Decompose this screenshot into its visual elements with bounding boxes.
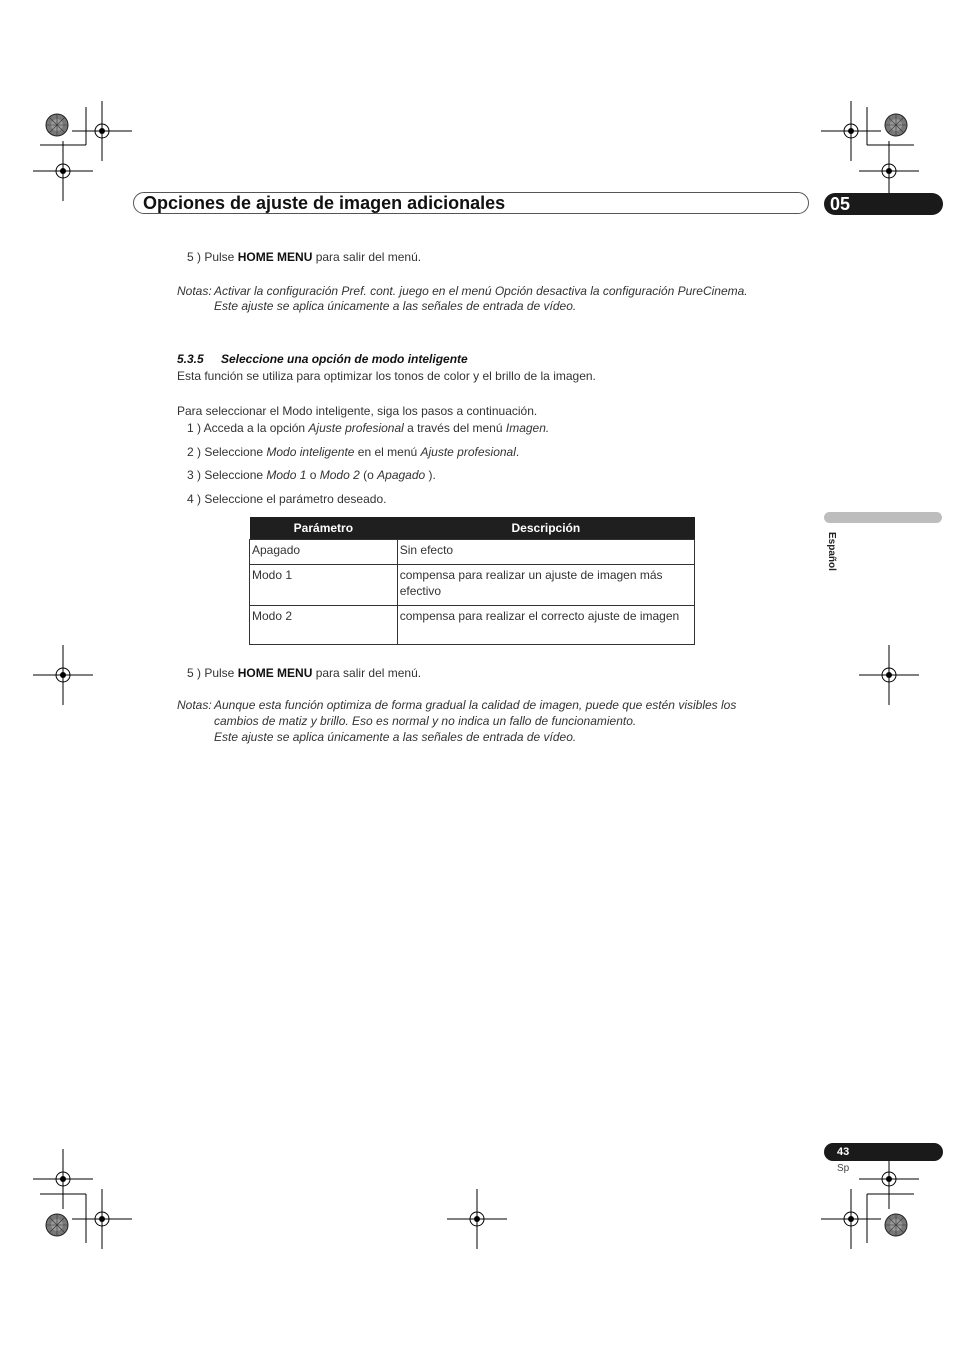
registration-crosshair-icon (859, 645, 919, 705)
column-header-parameter: Parámetro (250, 517, 398, 540)
option-value: Modo 1 (266, 468, 307, 482)
notes-bottom-label: Notas: (177, 698, 212, 712)
notes-bottom-line-3: Este ajuste se aplica únicamente a las señales de entrada de vídeo. (214, 730, 577, 744)
registration-crosshair-icon (859, 141, 919, 201)
notes-top-line-1: Activar la configuración Pref. cont. juego en el menú Opción desactiva la configuración PureCinema. (214, 284, 748, 298)
step-text: (o (359, 468, 378, 482)
section-lead: Para seleccionar el Modo inteligente, siga los pasos a continuación. (177, 404, 538, 418)
notes-top-line-2: Este ajuste se aplica únicamente a las señales de entrada de vídeo. (214, 299, 577, 313)
registration-crosshair-icon (821, 101, 881, 161)
step-text: a través del menú (403, 421, 506, 435)
section-number: 5.3.5 (177, 352, 204, 366)
table-cell-parameter: Apagado (250, 540, 398, 565)
step-text: o (306, 468, 320, 482)
step-text: para salir del menú. (312, 250, 422, 264)
registration-crosshair-icon (72, 101, 132, 161)
registration-rosette-icon (46, 1214, 68, 1236)
registration-rosette-icon (885, 1214, 907, 1236)
registration-rosette-icon (46, 114, 68, 136)
chapter-title: Opciones de ajuste de imagen adicionales (143, 193, 506, 213)
parameter-table (249, 517, 695, 645)
step-text: 5 ) Pulse (187, 666, 238, 680)
step-1 (187, 420, 549, 436)
section-title: Seleccione una opción de modo inteligente (221, 352, 468, 366)
notes-bottom-line-2: cambios de matiz y brillo. Eso es normal y no indica un fallo de funcionamiento. (214, 714, 637, 728)
step-text: para salir del menú. (312, 666, 422, 680)
menu-option-name: Modo inteligente (266, 445, 355, 459)
table-row (250, 606, 695, 645)
step-text: ). (425, 468, 436, 482)
table-cell-description: compensa para realizar el correcto ajuste de imagen (397, 606, 694, 645)
language-side-label: Español (826, 532, 837, 571)
registration-crosshair-icon (72, 1189, 132, 1249)
table-header-row (250, 517, 695, 540)
notes-top-label: Notas: (177, 284, 212, 298)
step-5-top (187, 249, 421, 265)
option-value: Modo 2 (319, 468, 360, 482)
table-cell-description: Sin efecto (397, 540, 694, 565)
language-side-tab (824, 512, 942, 523)
menu-name: Ajuste profesional (420, 445, 516, 459)
menu-name: Imagen. (505, 421, 550, 435)
registration-crosshair-icon (821, 1189, 881, 1249)
page-number-badge: 43 (824, 1143, 943, 1161)
option-value: Apagado (377, 468, 426, 482)
section-intro: Esta función se utiliza para optimizar los tonos de color y el brillo de la imagen. (177, 369, 596, 383)
step-text: . (515, 445, 520, 459)
step-text: en el menú (354, 445, 421, 459)
registration-crosshair-icon (33, 645, 93, 705)
registration-rosette-icon (885, 114, 907, 136)
registration-crosshair-icon (33, 141, 93, 201)
table-cell-parameter: Modo 1 (250, 565, 398, 606)
registration-crosshair-icon (447, 1189, 507, 1249)
key-name: HOME MENU (237, 250, 313, 264)
step-3 (187, 467, 436, 483)
step-text: 1 ) Acceda a la opción (187, 421, 309, 435)
registration-crosshair-icon (33, 1149, 93, 1209)
table-cell-description: compensa para realizar un ajuste de imagen más efectivo (397, 565, 694, 606)
notes-bottom-line-1: Aunque esta función optimiza de forma gradual la calidad de imagen, puede que estén visibles los (214, 698, 737, 712)
menu-option-name: Ajuste profesional (308, 421, 404, 435)
table-row (250, 540, 695, 565)
step-text: 2 ) Seleccione (187, 445, 267, 459)
chapter-number-badge: 05 (824, 193, 943, 215)
page-language-code: Sp (837, 1163, 850, 1174)
column-header-description: Descripción (397, 517, 694, 540)
table-cell-parameter: Modo 2 (250, 606, 398, 645)
key-name: HOME MENU (237, 666, 313, 680)
step-2 (187, 444, 519, 460)
step-text: 5 ) Pulse (187, 250, 238, 264)
table-row (250, 565, 695, 606)
step-text: 3 ) Seleccione (187, 468, 267, 482)
step-5-bottom (187, 665, 421, 681)
step-4: 4 ) Seleccione el parámetro deseado. (187, 492, 387, 506)
